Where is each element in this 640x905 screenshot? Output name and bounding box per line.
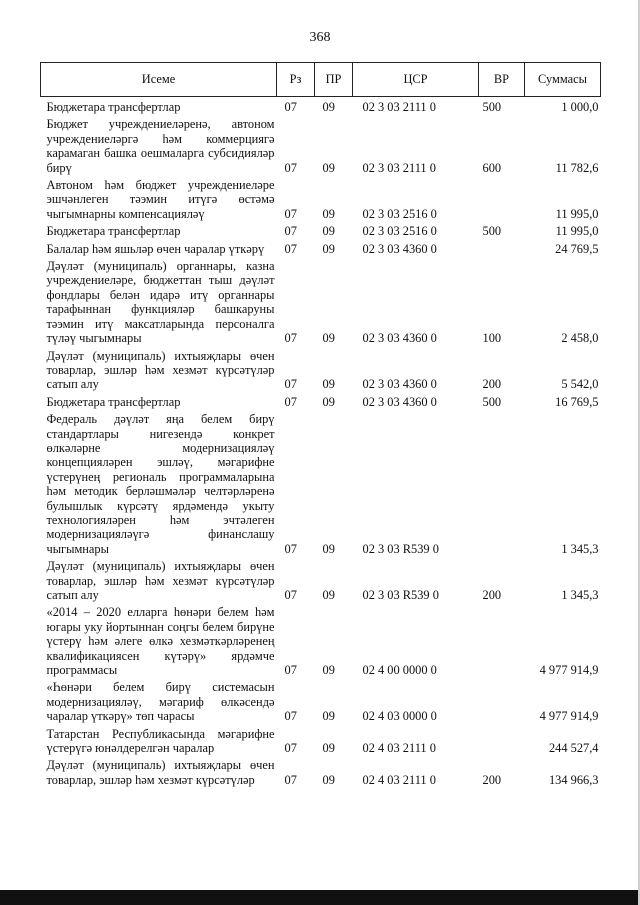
row-csr: 02 3 03 R539 0 [362,541,439,556]
table-header [41,63,601,97]
row-sum: 24 769,5 [555,241,599,256]
row-rz: 07 [284,588,297,602]
row-csr: 02 3 03 R539 0 [362,588,439,602]
row-rz: 07 [284,206,297,221]
row-name: «2014 – 2020 елларга һөнәри белем һәм югары уку йортыннан соңгы белем бирүне үстерү һәм әлеге өлкә хезмәткәрләренең квалификациясен күтәрү» ярдәмче программасы [46,605,275,678]
row-sum: 11 995,0 [555,206,599,221]
page-number: 368 [309,30,331,45]
table-body [41,97,601,788]
row-csr: 02 4 03 2111 0 [362,741,436,756]
header-rz: Рз [277,63,315,97]
row-sum: 4 977 914,9 [539,709,599,724]
scan-bottom-border [0,890,640,905]
row-rz: 07 [284,224,297,239]
table-row [41,724,601,756]
row-vr: 500 [482,224,502,239]
row-vr [479,602,525,677]
row-sum: 5 542,0 [561,377,599,392]
table-row [41,556,601,602]
row-pr: 09 [322,541,335,556]
row-sum: 16 769,5 [555,394,599,409]
row-sum: 11 782,6 [555,160,599,175]
budget-table [40,62,601,787]
row-pr: 09 [322,394,335,409]
header-sum: Суммасы [525,63,601,97]
row-sum: 11 995,0 [555,224,599,239]
row-vr [479,175,525,221]
header-vr: ВР [479,63,525,97]
row-csr: 02 4 03 0000 0 [362,709,437,724]
row-sum: 134 966,3 [548,772,599,787]
row-name: Балалар һәм яшьләр өчен чаралар үткәрү [46,241,265,256]
row-rz: 07 [284,394,297,409]
row-csr: 02 4 00 0000 0 [362,663,437,678]
row-rz: 07 [284,100,297,114]
row-csr: 02 3 03 2516 0 [362,224,437,239]
row-name: Дәүләт (муниципаль) ихтыяҗлары өчен товарлар, эшләр һәм хезмәт күрсәтүләр сатып алу [46,348,275,392]
row-csr: 02 4 03 2111 0 [362,772,436,787]
row-sum: 1 000,0 [561,100,599,114]
row-name: Татарстан Республикасында мәгарифне үстерүгә юнәлдерелгән чаралар [46,726,275,756]
row-csr: 02 3 03 2111 0 [362,160,436,175]
row-pr: 09 [322,772,335,787]
table-row [41,256,601,345]
row-vr [479,724,525,756]
row-csr: 02 3 03 4360 0 [362,377,437,392]
row-rz: 07 [284,541,297,556]
table-row [41,346,601,392]
row-name: Дәүләт (муниципаль) органнары, казна учреждениеләре, бюджеттан тыш дәүләт фондлары белән идарә итү органнары тарафыннан функцияләр башкаруны тәэмин итү максатларында персоналга түләү чыгымнары [46,259,275,346]
row-pr: 09 [322,206,335,221]
row-name: «Һөнәри белем бирү системасын модернизацияләү, мәгариф өлкәсендә чаралар үткәрү» төп чарасы [46,680,275,724]
row-name: Бюджетара трансфертлар [46,100,181,114]
header-name: Исеме [41,63,277,97]
table-row [41,239,601,256]
table-row [41,221,601,238]
row-name: Федераль дәүләт яңа белем бирү стандартлары нигезендә конкрет өлкәләрне модернизацияләү концепцияләрен эшләү, мәгарифне үстерүнең региональ программаларына һәм методик берләшмәләр челтәрләренә булышлык күрсәтү ярдәмендә укыту технологияләрен һәм эчтәлеген модернизацияләүгә финанслашу чыгымнары [46,412,275,556]
row-pr: 09 [322,588,335,602]
row-pr: 09 [322,241,335,256]
row-rz: 07 [284,772,297,787]
row-vr [479,239,525,256]
row-sum: 1 345,3 [561,588,599,602]
row-pr: 09 [322,709,335,724]
row-pr: 09 [322,100,335,114]
row-pr: 09 [322,160,335,175]
row-pr: 09 [322,663,335,678]
row-name: Дәүләт (муниципаль) ихтыяҗлары өчен товарлар, эшләр һәм хезмәт күрсәтүләр [46,758,275,787]
row-name: Бюджетара трансфертлар [46,224,181,239]
row-vr: 200 [482,377,502,392]
row-pr: 09 [322,331,335,346]
row-sum: 4 977 914,9 [539,663,599,678]
row-rz: 07 [284,741,297,756]
row-vr: 100 [482,331,502,346]
row-pr: 09 [322,741,335,756]
row-rz: 07 [284,709,297,724]
row-name: Автоном һәм бюджет учреждениеләре эшчәнлеген тәэмин итүгә өстәмә чыгымнарны компенсацияләү [46,178,275,221]
row-vr: 500 [482,100,502,114]
row-csr: 02 3 03 2111 0 [362,100,436,114]
row-vr [479,409,525,556]
row-rz: 07 [284,377,297,392]
row-vr: 200 [482,588,502,602]
row-vr [479,677,525,723]
row-csr: 02 3 03 4360 0 [362,331,437,346]
row-vr: 500 [482,394,502,409]
header-csr: ЦСР [353,63,479,97]
row-name: Бюджетара трансфертлар [46,394,181,409]
row-pr: 09 [322,377,335,392]
row-sum: 244 527,4 [548,741,599,756]
header-pr: ПР [315,63,353,97]
row-vr: 200 [482,772,502,787]
row-rz: 07 [284,160,297,175]
row-sum: 2 458,0 [561,331,599,346]
table-row [41,97,601,115]
row-rz: 07 [284,663,297,678]
row-rz: 07 [284,331,297,346]
row-name: Дәүләт (муниципаль) ихтыяҗлары өчен товарлар, эшләр һәм хезмәт күрсәтүләр сатып алу [46,559,275,602]
table-row [41,755,601,787]
row-sum: 1 345,3 [561,541,599,556]
row-vr: 600 [482,160,502,175]
table-row [41,677,601,723]
table-row [41,602,601,677]
row-csr: 02 3 03 2516 0 [362,206,437,221]
table-row [41,175,601,221]
row-name: Бюджет учреждениеләренә, автоном учреждениеләргә һәм коммерциягә карамаган башка оешмаларга субсидияләр бирү [46,117,275,175]
row-csr: 02 3 03 4360 0 [362,241,437,256]
row-rz: 07 [284,241,297,256]
table-row [41,392,601,409]
row-pr: 09 [322,224,335,239]
header-row [41,63,601,97]
table-row [41,114,601,175]
table-row [41,409,601,556]
row-csr: 02 3 03 4360 0 [362,394,437,409]
